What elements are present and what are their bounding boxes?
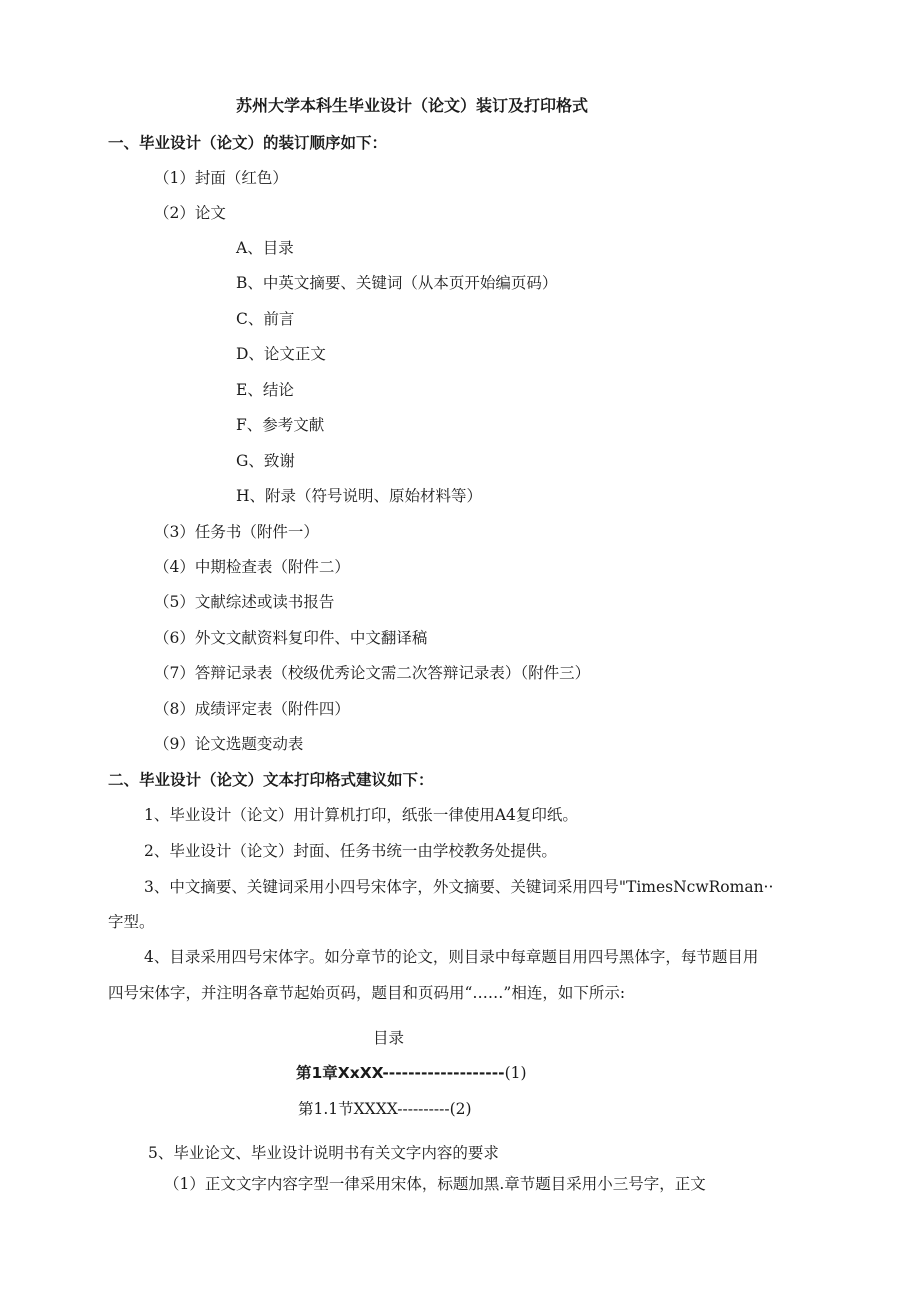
toc-chapter-page: (1) — [504, 1064, 527, 1082]
page-title: 苏州大学本科生毕业设计（论文）装订及打印格式 — [236, 96, 589, 115]
sub-list-item: D、论文正文 — [236, 345, 326, 363]
sub-list-item: A、目录 — [236, 239, 294, 257]
list-item: （7）答辩记录表（校级优秀论文需二次答辩记录表）（附件三） — [154, 664, 591, 682]
sub-list-item: B、中英文摘要、关键词（从本页开始编页码） — [236, 274, 558, 292]
sub-list-item: H、附录（符号说明、原始材料等） — [236, 487, 483, 505]
sub-list-item: E、结论 — [236, 381, 294, 399]
list-item: （4）中期检查表（附件二） — [154, 558, 350, 576]
list-item: （9）论文选题变动表 — [154, 735, 304, 753]
list-item: （3）任务书（附件一） — [154, 523, 319, 541]
toc-section-entry: 第1.1节XXXX----------(2) — [298, 1100, 472, 1118]
section2-heading: 二、毕业设计（论文）文本打印格式建议如下： — [108, 771, 434, 789]
sub-list-item: G、致谢 — [236, 452, 295, 470]
toc-chapter-label: 第1章XxXX------------------- — [296, 1064, 505, 1082]
paragraph-continuation: 字型。 — [108, 913, 155, 931]
paragraph: 4、目录采用四号宋体字。如分章节的论文，则目录中每章题目用四号黑体字，每节题目用 — [144, 948, 759, 966]
list-item: （2）论文 — [154, 204, 226, 222]
toc-chapter-entry — [296, 1063, 527, 1083]
toc-title: 目录 — [373, 1029, 405, 1047]
list-item: （1）封面（红色） — [154, 169, 288, 187]
list-item: （8）成绩评定表（附件四） — [154, 700, 350, 718]
list-item: （6）外文文献资料复印件、中文翻译稿 — [154, 629, 428, 647]
paragraph: 5、毕业论文、毕业设计说明书有关文字内容的要求 — [148, 1144, 499, 1162]
paragraph: 2、毕业设计（论文）封面、任务书统一由学校教务处提供。 — [144, 842, 557, 860]
sub-list-item: F、参考文献 — [236, 416, 325, 434]
paragraph: 1、毕业设计（论文）用计算机打印，纸张一律使用A4复印纸。 — [144, 806, 578, 824]
paragraph: （1）正文文字内容字型一律采用宋体，标题加黑.章节题目采用小三号字，正文 — [164, 1175, 706, 1193]
sub-list-item: C、前言 — [236, 310, 295, 328]
section1-heading: 一、毕业设计（论文）的装订顺序如下： — [108, 134, 388, 152]
paragraph: 3、中文摘要、关键词采用小四号宋体字，外文摘要、关键词采用四号"TimesNcwRoman·· — [144, 878, 774, 896]
list-item: （5）文献综述或读书报告 — [154, 593, 335, 611]
paragraph-continuation: 四号宋体字，并注明各章节起始页码，题目和页码用“……”相连，如下所示: — [108, 984, 626, 1002]
